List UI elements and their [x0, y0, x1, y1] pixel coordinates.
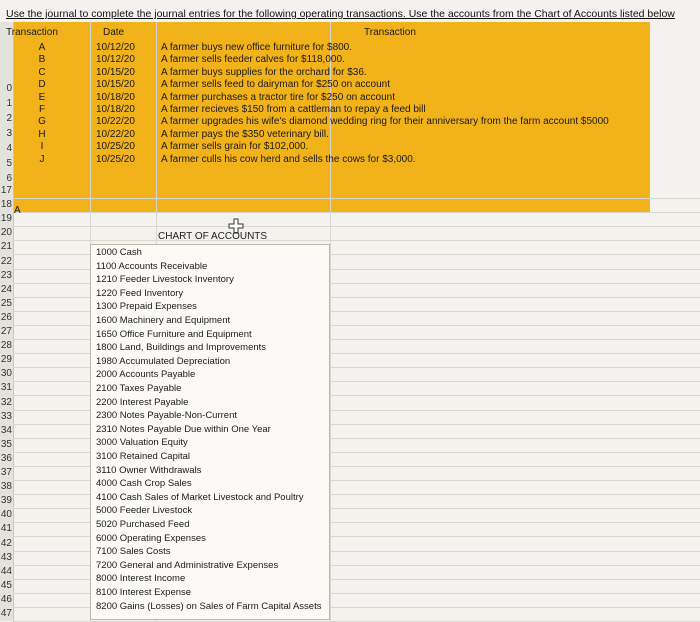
- row-number[interactable]: 29: [0, 354, 12, 366]
- transaction-date[interactable]: 10/22/20: [96, 128, 135, 140]
- transaction-date[interactable]: 10/18/20: [96, 104, 135, 115]
- row-number[interactable]: 22: [0, 255, 12, 267]
- row-number[interactable]: 31: [0, 382, 12, 394]
- transaction-date[interactable]: 10/18/20: [96, 91, 135, 103]
- row-number[interactable]: 35: [0, 438, 12, 450]
- instruction-text: Use the journal to complete the journal entries for the following operating transactions. Use the accounts from the Chart of Accounts listed below: [6, 8, 675, 20]
- row-gridline: [13, 198, 700, 199]
- account-entry: 4100 Cash Sales of Market Livestock and Poultry: [96, 491, 304, 503]
- row-number[interactable]: 41: [0, 523, 12, 535]
- account-entry: 2310 Notes Payable Due within One Year: [96, 423, 271, 435]
- row-number[interactable]: 36: [0, 452, 12, 464]
- transaction-description[interactable]: A farmer sells feeder calves for $118,000.: [161, 54, 345, 66]
- transaction-description[interactable]: A farmer sells feed to dairyman for $250 on account: [161, 79, 391, 91]
- account-entry: 4000 Cash Crop Sales: [96, 478, 192, 490]
- transaction-description[interactable]: A farmer sells grain for $102,000.: [161, 141, 309, 153]
- row-number[interactable]: 20: [0, 227, 12, 239]
- row-number[interactable]: 24: [0, 283, 12, 295]
- transaction-letter[interactable]: C: [38, 66, 46, 78]
- row-number[interactable]: 0: [6, 83, 12, 94]
- account-entry: 2100 Taxes Payable: [96, 383, 182, 394]
- row-number[interactable]: 27: [0, 326, 12, 337]
- account-entry: 3000 Valuation Equity: [96, 437, 188, 449]
- transaction-letter[interactable]: A: [38, 42, 46, 53]
- transaction-letter[interactable]: D: [38, 79, 46, 91]
- account-entry: 6000 Operating Expenses: [96, 532, 206, 544]
- transaction-date[interactable]: 10/12/20: [96, 42, 135, 53]
- row-number[interactable]: 43: [0, 551, 12, 563]
- transaction-letter[interactable]: B: [38, 54, 46, 66]
- date-column-header: Date: [103, 27, 125, 38]
- transaction-date[interactable]: 10/15/20: [96, 66, 135, 78]
- account-entry: 1220 Feed Inventory: [96, 287, 184, 299]
- row-number[interactable]: 38: [0, 481, 12, 493]
- row-gridline: [13, 212, 700, 213]
- row-number[interactable]: 26: [0, 311, 12, 323]
- row-number[interactable]: 37: [0, 467, 12, 478]
- row-number[interactable]: 32: [0, 396, 12, 408]
- row-number[interactable]: 25: [0, 297, 12, 309]
- transaction-description[interactable]: A farmer pays the $350 veterinary bill.: [161, 128, 329, 140]
- row-number[interactable]: 23: [0, 269, 12, 281]
- transaction-letter[interactable]: I: [40, 141, 44, 153]
- row-number[interactable]: 17: [0, 185, 12, 196]
- account-entry: 5000 Feeder Livestock: [96, 505, 193, 517]
- row-number[interactable]: 40: [0, 509, 12, 521]
- account-entry: 1650 Office Furniture and Equipment: [96, 328, 252, 340]
- account-entry: 2300 Notes Payable-Non-Current: [96, 410, 237, 422]
- chart-of-accounts-title: CHART OF ACCOUNTS: [158, 231, 268, 242]
- transaction-description[interactable]: A farmer buys new office furniture for $800.: [161, 42, 353, 53]
- row-number[interactable]: 18: [0, 199, 12, 211]
- transaction-date[interactable]: 10/22/20: [96, 116, 135, 128]
- transaction-description[interactable]: A farmer recieves $150 from a cattleman to repay a feed bill: [161, 104, 426, 115]
- account-entry: 8000 Interest Income: [96, 573, 186, 585]
- account-entry: 1600 Machinery and Equipment: [96, 315, 231, 326]
- account-entry: 1800 Land, Buildings and Improvements: [96, 342, 267, 354]
- transaction-description[interactable]: A farmer buys supplies for the orchard for $36.: [161, 66, 367, 78]
- row-number[interactable]: 34: [0, 424, 12, 436]
- account-entry: 5020 Purchased Feed: [96, 519, 190, 530]
- account-entry: 8200 Gains (Losses) on Sales of Farm Capital Assets: [96, 600, 322, 612]
- account-entry: 1210 Feeder Livestock Inventory: [96, 274, 234, 286]
- row-number[interactable]: 39: [0, 495, 12, 507]
- description-column-header: Transaction: [364, 27, 416, 38]
- row-number[interactable]: 19: [0, 213, 12, 225]
- transaction-description[interactable]: A farmer culls his cow herd and sells the cows for $3,000.: [161, 153, 416, 165]
- account-entry: 7200 General and Administrative Expenses: [96, 559, 279, 571]
- account-entry: 1100 Accounts Receivable: [96, 260, 208, 272]
- row-number[interactable]: 3: [6, 128, 12, 139]
- row-gridline: [13, 226, 700, 227]
- account-entry: 3100 Retained Capital: [96, 451, 191, 462]
- transaction-date[interactable]: 10/12/20: [96, 54, 135, 66]
- row-gridline: [13, 240, 700, 241]
- row-number[interactable]: 2: [6, 113, 12, 124]
- transaction-letter[interactable]: J: [39, 153, 45, 165]
- transaction-letter[interactable]: G: [38, 116, 46, 128]
- transaction-description[interactable]: A farmer upgrades his wife's diamond wedding ring for their anniversary from the farm account $5000: [161, 116, 609, 128]
- cell-a18[interactable]: A: [14, 205, 21, 216]
- row-number[interactable]: 33: [0, 410, 12, 422]
- transaction-date[interactable]: 10/15/20: [96, 79, 135, 91]
- account-entry: 8100 Interest Expense: [96, 587, 192, 598]
- transaction-letter[interactable]: F: [38, 104, 46, 115]
- account-entry: 3110 Owner Withdrawals: [96, 464, 202, 476]
- row-number[interactable]: 5: [6, 158, 12, 169]
- row-number[interactable]: 42: [0, 537, 12, 549]
- row-number[interactable]: 30: [0, 368, 12, 380]
- transaction-date[interactable]: 10/25/20: [96, 141, 135, 153]
- unhighlighted-area: [650, 22, 700, 212]
- row-number[interactable]: 45: [0, 579, 12, 591]
- row-number[interactable]: 28: [0, 340, 12, 352]
- transaction-date[interactable]: 10/25/20: [96, 153, 135, 165]
- account-entry: 1300 Prepaid Expenses: [96, 301, 197, 313]
- transaction-description[interactable]: A farmer purchases a tractor tire for $250 on account: [161, 91, 396, 103]
- account-entry: 7100 Sales Costs: [96, 546, 171, 558]
- row-number[interactable]: 44: [0, 565, 12, 577]
- account-entry: 1000 Cash: [96, 247, 142, 258]
- row-number[interactable]: 6: [6, 173, 12, 184]
- account-entry: 2200 Interest Payable: [96, 396, 189, 408]
- transaction-column-header: Transaction: [6, 27, 58, 38]
- row-number[interactable]: 47: [0, 608, 12, 619]
- row-number[interactable]: 46: [0, 593, 12, 605]
- account-entry: 1980 Accumulated Depreciation: [96, 355, 231, 367]
- row-number[interactable]: 21: [0, 241, 12, 253]
- transaction-letter[interactable]: H: [38, 128, 46, 140]
- transaction-letter[interactable]: E: [38, 91, 46, 103]
- row-number[interactable]: 1: [6, 98, 12, 109]
- account-entry: 2000 Accounts Payable: [96, 369, 196, 381]
- row-number[interactable]: 4: [6, 143, 12, 154]
